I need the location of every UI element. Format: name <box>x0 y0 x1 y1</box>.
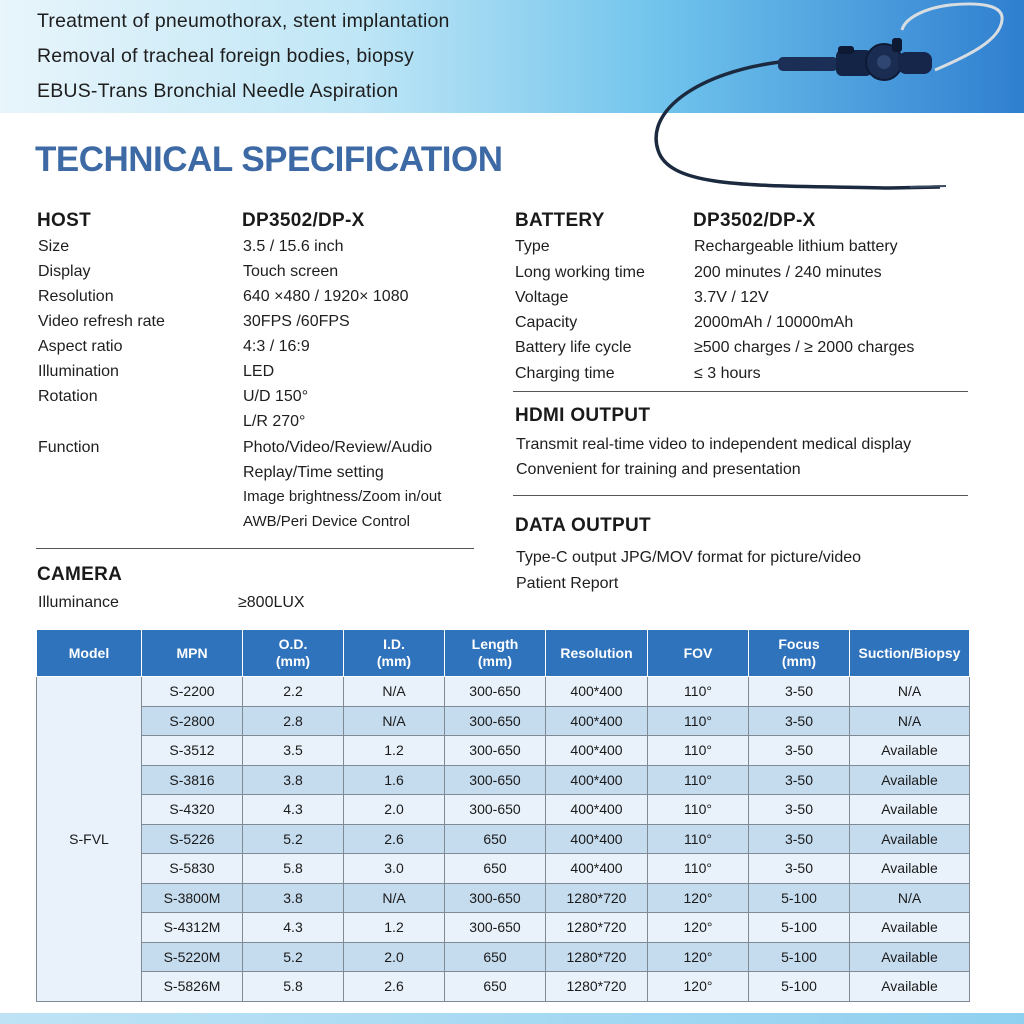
cell-suction-biopsy: Available <box>850 736 970 766</box>
header-length: Length (mm) <box>445 630 546 677</box>
cell-suction-biopsy: Available <box>850 795 970 825</box>
data-output-line-2: Patient Report <box>516 575 619 592</box>
host-display-value: Touch screen <box>243 263 339 280</box>
cell-fov: 110° <box>648 736 749 766</box>
hdmi-heading: HDMI OUTPUT <box>515 405 651 426</box>
cell-suction-biopsy: N/A <box>850 706 970 736</box>
cell-suction-biopsy: Available <box>850 972 970 1002</box>
cell-fov: 110° <box>648 824 749 854</box>
title-word-specification: SPECIFICATION <box>241 140 503 179</box>
battery-type-label: Type <box>515 238 550 255</box>
hdmi-line-2: Convenient for training and presentation <box>516 461 801 478</box>
cell-mpn: S-4320 <box>142 795 243 825</box>
cell-length: 300-650 <box>445 765 546 795</box>
cell-id: N/A <box>344 883 445 913</box>
cell-focus: 3-50 <box>749 854 850 884</box>
battery-life-cycle-label: Battery life cycle <box>515 339 632 356</box>
table-row <box>37 677 970 707</box>
cell-od: 4.3 <box>243 913 344 943</box>
cell-od: 2.2 <box>243 677 344 707</box>
cell-id: 1.2 <box>344 736 445 766</box>
cell-suction-biopsy: N/A <box>850 883 970 913</box>
cell-suction-biopsy: Available <box>850 913 970 943</box>
cell-length: 300-650 <box>445 913 546 943</box>
host-size-value: 3.5 / 15.6 inch <box>243 238 344 255</box>
cell-od: 3.8 <box>243 883 344 913</box>
cell-fov: 110° <box>648 854 749 884</box>
cell-resolution: 1280*720 <box>546 883 648 913</box>
cell-resolution: 400*400 <box>546 795 648 825</box>
table-row <box>37 883 970 913</box>
host-function-label: Function <box>38 439 100 456</box>
cell-od: 3.5 <box>243 736 344 766</box>
bronchoscope-illustration <box>640 0 1024 200</box>
hdmi-line-1: Transmit real-time video to independent medical display <box>516 436 912 453</box>
cell-id: 1.6 <box>344 765 445 795</box>
cell-mpn: S-5830 <box>142 854 243 884</box>
battery-voltage-value: 3.7V / 12V <box>694 289 769 306</box>
cell-resolution: 1280*720 <box>546 972 648 1002</box>
cell-length: 650 <box>445 854 546 884</box>
cell-focus: 5-100 <box>749 972 850 1002</box>
cell-resolution: 400*400 <box>546 824 648 854</box>
cell-od: 2.8 <box>243 706 344 736</box>
cell-resolution: 400*400 <box>546 736 648 766</box>
host-refresh-label: Video refresh rate <box>38 313 165 330</box>
cell-resolution: 400*400 <box>546 677 648 707</box>
data-output-line-1: Type-C output JPG/MOV format for picture/video <box>516 549 862 566</box>
battery-working-time-value: 200 minutes / 240 minutes <box>694 264 882 281</box>
cell-resolution: 400*400 <box>546 706 648 736</box>
title-word-technical: TECHNICAL <box>35 140 233 179</box>
cell-suction-biopsy: Available <box>850 765 970 795</box>
battery-divider <box>513 391 968 392</box>
header-mpn: MPN <box>142 630 243 677</box>
cell-fov: 120° <box>648 913 749 943</box>
cell-fov: 110° <box>648 795 749 825</box>
cell-od: 5.2 <box>243 942 344 972</box>
cell-id: N/A <box>344 677 445 707</box>
cell-mpn: S-5826M <box>142 972 243 1002</box>
header-fov: FOV <box>648 630 749 677</box>
cell-od: 5.2 <box>243 824 344 854</box>
battery-working-time-label: Long working time <box>515 264 645 281</box>
cell-suction-biopsy: Available <box>850 942 970 972</box>
host-function-value-2: Replay/Time setting <box>243 464 384 481</box>
table-row <box>37 824 970 854</box>
table-row <box>37 942 970 972</box>
cell-resolution: 1280*720 <box>546 913 648 943</box>
cell-od: 3.8 <box>243 765 344 795</box>
battery-voltage-label: Voltage <box>515 289 569 306</box>
table-row <box>37 706 970 736</box>
cell-length: 650 <box>445 972 546 1002</box>
battery-charging-time-value: ≤ 3 hours <box>694 365 761 382</box>
cell-fov: 120° <box>648 883 749 913</box>
cell-id: 2.0 <box>344 942 445 972</box>
cell-mpn: S-2200 <box>142 677 243 707</box>
cell-id: 2.6 <box>344 824 445 854</box>
cell-focus: 3-50 <box>749 736 850 766</box>
cell-resolution: 400*400 <box>546 765 648 795</box>
cell-suction-biopsy: Available <box>850 824 970 854</box>
cell-suction-biopsy: N/A <box>850 677 970 707</box>
cell-fov: 110° <box>648 765 749 795</box>
header-od: O.D. (mm) <box>243 630 344 677</box>
host-function-value: Photo/Video/Review/Audio <box>243 439 433 456</box>
page-title <box>35 140 503 180</box>
battery-charging-time-label: Charging time <box>515 365 615 382</box>
cell-focus: 5-100 <box>749 942 850 972</box>
cell-id: 2.6 <box>344 972 445 1002</box>
cell-focus: 3-50 <box>749 765 850 795</box>
cell-fov: 110° <box>648 706 749 736</box>
cell-focus: 3-50 <box>749 824 850 854</box>
cell-suction-biopsy: Available <box>850 854 970 884</box>
header-model: Model <box>37 630 142 677</box>
table-row <box>37 795 970 825</box>
host-resolution-value: 640 ×480 / 1920× 1080 <box>243 288 409 305</box>
cell-length: 300-650 <box>445 706 546 736</box>
cell-mpn: S-5226 <box>142 824 243 854</box>
cell-focus: 5-100 <box>749 883 850 913</box>
cell-focus: 3-50 <box>749 795 850 825</box>
host-aspect-label: Aspect ratio <box>38 338 123 355</box>
cell-mpn: S-4312M <box>142 913 243 943</box>
battery-type-value: Rechargeable lithium battery <box>694 238 898 255</box>
battery-life-cycle-value: ≥500 charges / ≥ 2000 charges <box>694 339 915 356</box>
host-rotation-value-2: L/R 270° <box>243 413 306 430</box>
cell-id: 3.0 <box>344 854 445 884</box>
cell-id: 2.0 <box>344 795 445 825</box>
host-aspect-value: 4:3 / 16:9 <box>243 338 310 355</box>
table-header-row <box>37 630 970 677</box>
host-illumination-label: Illumination <box>38 363 119 380</box>
host-divider <box>36 548 474 549</box>
banner-line-3: EBUS-Trans Bronchial Needle Aspiration <box>37 80 399 102</box>
host-refresh-value: 30FPS /60FPS <box>243 313 350 330</box>
host-rotation-label: Rotation <box>38 388 98 405</box>
table-row <box>37 736 970 766</box>
cell-length: 650 <box>445 942 546 972</box>
cell-od: 5.8 <box>243 854 344 884</box>
cell-mpn: S-3512 <box>142 736 243 766</box>
host-function-value-4: AWB/Peri Device Control <box>243 513 410 530</box>
cell-focus: 5-100 <box>749 913 850 943</box>
host-function-value-3: Image brightness/Zoom in/out <box>243 488 442 505</box>
host-size-label: Size <box>38 238 70 255</box>
header-id: I.D. (mm) <box>344 630 445 677</box>
cell-fov: 110° <box>648 677 749 707</box>
cell-resolution: 400*400 <box>546 854 648 884</box>
camera-heading: CAMERA <box>37 564 123 585</box>
cell-id: 1.2 <box>344 913 445 943</box>
cell-focus: 3-50 <box>749 706 850 736</box>
cell-length: 300-650 <box>445 883 546 913</box>
battery-capacity-value: 2000mAh / 10000mAh <box>694 314 854 331</box>
cell-mpn: S-3816 <box>142 765 243 795</box>
cell-length: 650 <box>445 824 546 854</box>
banner-line-2: Removal of tracheal foreign bodies, biopsy <box>37 45 414 67</box>
host-resolution-label: Resolution <box>38 288 114 305</box>
specification-table <box>36 629 970 1002</box>
host-model: DP3502/DP-X <box>242 210 365 231</box>
cell-mpn: S-3800M <box>142 883 243 913</box>
table-row <box>37 854 970 884</box>
host-display-label: Display <box>38 263 91 280</box>
header-focus: Focus (mm) <box>749 630 850 677</box>
cell-mpn: S-5220M <box>142 942 243 972</box>
banner-line-1: Treatment of pneumothorax, stent implantation <box>37 10 450 32</box>
cell-od: 5.8 <box>243 972 344 1002</box>
battery-capacity-label: Capacity <box>515 314 578 331</box>
cell-length: 300-650 <box>445 736 546 766</box>
table-row <box>37 913 970 943</box>
cell-resolution: 1280*720 <box>546 942 648 972</box>
header-suction-biopsy: Suction/Biopsy <box>850 630 970 677</box>
battery-heading: BATTERY <box>515 210 605 231</box>
data-output-heading: DATA OUTPUT <box>515 515 651 536</box>
camera-illuminance-label: Illuminance <box>38 594 119 611</box>
cell-focus: 3-50 <box>749 677 850 707</box>
host-illumination-value: LED <box>243 363 275 380</box>
bottom-bar <box>0 1013 1024 1024</box>
host-rotation-value: U/D 150° <box>243 388 309 405</box>
header-resolution: Resolution <box>546 630 648 677</box>
cell-mpn: S-2800 <box>142 706 243 736</box>
camera-illuminance-value: ≥800LUX <box>238 594 305 611</box>
table-row <box>37 972 970 1002</box>
cell-fov: 120° <box>648 942 749 972</box>
table-row <box>37 765 970 795</box>
model-cell: S-FVL <box>37 677 142 1002</box>
cell-length: 300-650 <box>445 795 546 825</box>
cell-id: N/A <box>344 706 445 736</box>
battery-model: DP3502/DP-X <box>693 210 816 231</box>
cell-od: 4.3 <box>243 795 344 825</box>
cell-length: 300-650 <box>445 677 546 707</box>
hdmi-divider <box>513 495 968 496</box>
host-heading: HOST <box>37 210 91 231</box>
cell-fov: 120° <box>648 972 749 1002</box>
